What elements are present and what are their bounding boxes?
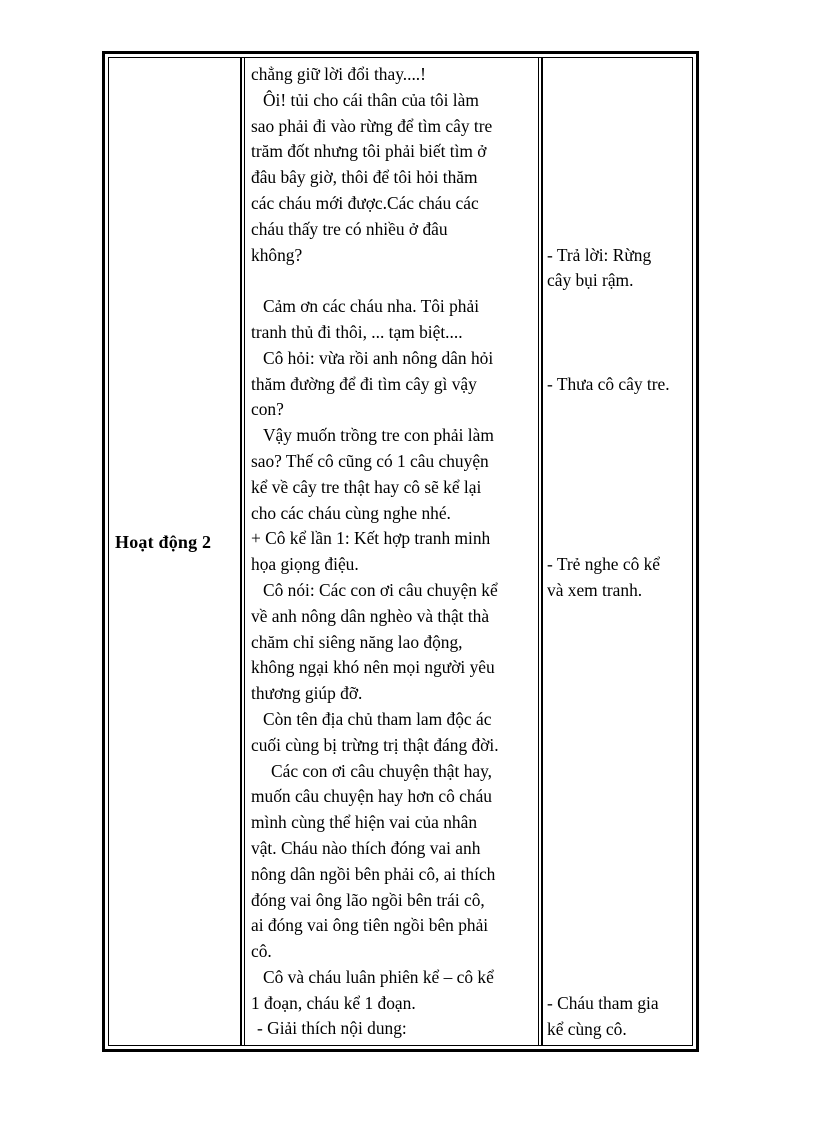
content-line: Các con ơi câu chuyện thật hay,	[271, 760, 493, 781]
content-line: không?	[251, 244, 303, 265]
content-line: sao? Thế cô cũng có 1 câu chuyện	[251, 450, 489, 471]
child-response-line: - Trả lời: Rừng	[547, 244, 652, 265]
content-line: cháu thấy tre có nhiều ở đâu	[251, 218, 448, 239]
child-response-line: - Cháu tham gia	[547, 992, 659, 1013]
content-line: - Giải thích nội dung:	[257, 1018, 407, 1039]
child-activity-column	[543, 58, 696, 1045]
child-response	[547, 991, 693, 1043]
content-line: Cô hỏi: vừa rồi anh nông dân hỏi	[263, 347, 494, 368]
content-line: cuối cùng bị trừng trị thật đáng đời.	[251, 734, 499, 755]
content-line: trăm đốt nhưng tôi phải biết tìm ở	[251, 141, 487, 162]
child-response	[547, 552, 693, 604]
content-line: nông dân ngồi bên phải cô, ai thích	[251, 863, 496, 884]
content-line: 1 đoạn, cháu kể 1 đoạn.	[251, 992, 416, 1013]
content-line: muốn câu chuyện hay hơn cô cháu	[251, 786, 492, 807]
content-line: vật. Cháu nào thích đóng vai anh	[251, 837, 481, 858]
content-line: chăm chỉ siêng năng lao động,	[251, 631, 463, 652]
table-inner-border	[108, 57, 693, 1046]
content-line	[251, 268, 533, 294]
content-line: + Cô kể lần 1: Kết hợp tranh minh	[251, 528, 491, 549]
child-response-line: cây bụi rậm.	[547, 270, 634, 291]
content-line: cho các cháu cùng nghe nhé.	[251, 502, 451, 523]
column-divider	[538, 58, 539, 1045]
content-line: các cháu mới được.Các cháu các	[251, 192, 479, 213]
child-response	[547, 372, 693, 398]
content-line: đóng vai ông lão ngồi bên trái cô,	[251, 889, 485, 910]
content-line: kể về cây tre thật hay cô sẽ kể lại	[251, 476, 482, 497]
content-line: mình cùng thể hiện vai của nhân	[251, 812, 478, 833]
content-line: Còn tên địa chủ tham lam độc ác	[263, 708, 492, 729]
content-line: chẳng giữ lời đổi thay....!	[251, 64, 426, 84]
content-line: thăm đường để đi tìm cây gì vậy	[251, 373, 477, 394]
child-response-line: và xem tranh.	[547, 579, 643, 600]
column-divider	[240, 58, 242, 1045]
content-line: Ôi! tủi cho cái thân của tôi làm	[263, 89, 479, 110]
content-line: Cô và cháu luân phiên kể – cô kể	[263, 966, 494, 987]
content-line: về anh nông dân nghèo và thật thà	[251, 605, 490, 626]
activity-label: Hoạt động 2	[115, 532, 212, 552]
content-line: ai đóng vai ông tiên ngồi bên phải	[251, 915, 489, 936]
child-response-line: - Trẻ nghe cô kể	[547, 554, 661, 575]
content-line: không ngại khó nên mọi người yêu	[251, 657, 495, 678]
content-line: đâu bây giờ, thôi để tôi hỏi thăm	[251, 167, 478, 188]
content-line: thương giúp đỡ.	[251, 683, 363, 704]
child-response-line: kể cùng cô.	[547, 1018, 627, 1039]
child-response-line: - Thưa cô cây tre.	[547, 373, 670, 394]
content-line: tranh thủ đi thôi, ... tạm biệt....	[251, 321, 463, 342]
content-line: sao phải đi vào rừng để tìm cây tre	[251, 115, 493, 136]
content-line: Cảm ơn các cháu nha. Tôi phải	[263, 296, 480, 317]
teacher-activity-column	[245, 58, 538, 1045]
lesson-table	[102, 51, 699, 1052]
content-line: Cô nói: Các con ơi câu chuyện kể	[263, 579, 498, 600]
child-response	[547, 243, 693, 295]
content-line: con?	[251, 399, 284, 420]
content-line: họa giọng điệu.	[251, 554, 359, 575]
content-line: cô.	[251, 941, 272, 962]
activity-column	[109, 58, 240, 1045]
teacher-activity-text	[251, 62, 533, 1042]
content-line: Vậy muốn trồng tre con phải làm	[263, 425, 494, 446]
